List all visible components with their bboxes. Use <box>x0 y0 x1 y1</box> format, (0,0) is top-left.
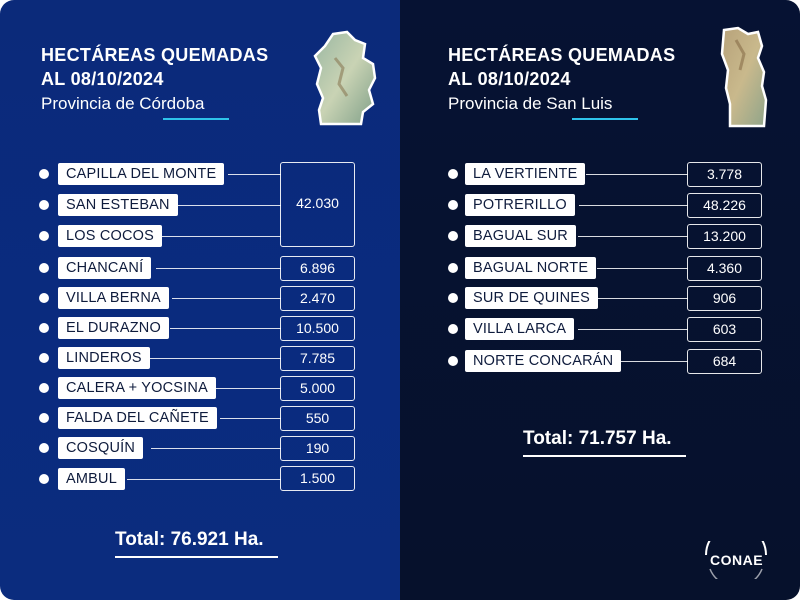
value-box: 48.226 <box>687 193 762 218</box>
location-label: VILLA BERNA <box>58 287 169 309</box>
value-box: 13.200 <box>687 224 762 249</box>
location-label: SUR DE QUINES <box>465 287 598 309</box>
location-label: BAGUAL NORTE <box>465 257 596 279</box>
san-luis-map-icon <box>718 24 774 130</box>
location-label: CHANCANÍ <box>58 257 151 279</box>
connector-line <box>151 448 281 449</box>
connector-line <box>598 298 688 299</box>
location-label: EL DURAZNO <box>58 317 169 339</box>
connector-line <box>159 236 281 237</box>
bullet-dot <box>448 324 458 334</box>
location-label: POTRERILLO <box>465 194 575 216</box>
value-box: 6.896 <box>280 256 355 281</box>
san-luis-title-line2: AL 08/10/2024 <box>448 69 571 89</box>
bullet-dot <box>39 474 49 484</box>
cordoba-title-line1: HECTÁREAS QUEMADAS <box>41 45 269 65</box>
bullet-dot <box>39 443 49 453</box>
value-box: 4.360 <box>687 256 762 281</box>
cordoba-title-line2: AL 08/10/2024 <box>41 69 164 89</box>
connector-line <box>170 328 281 329</box>
connector-line <box>578 329 688 330</box>
bullet-dot <box>448 231 458 241</box>
connector-line <box>620 361 688 362</box>
san-luis-subtitle-underline <box>572 118 638 120</box>
value-box: 603 <box>687 317 762 342</box>
value-box: 550 <box>280 406 355 431</box>
value-box: 190 <box>280 436 355 461</box>
bullet-dot <box>39 383 49 393</box>
connector-line <box>150 358 281 359</box>
cordoba-title <box>41 43 268 91</box>
bullet-dot <box>39 263 49 273</box>
location-label: FALDA DEL CAÑETE <box>58 407 217 429</box>
location-label: AMBUL <box>58 468 125 490</box>
bullet-dot <box>448 293 458 303</box>
connector-line <box>172 298 281 299</box>
cordoba-subtitle-underline <box>163 118 229 120</box>
connector-line <box>127 479 281 480</box>
connector-line <box>156 268 281 269</box>
value-box: 906 <box>687 286 762 311</box>
location-label: CALERA + YOCSINA <box>58 377 216 399</box>
connector-line <box>586 174 688 175</box>
bullet-dot <box>448 200 458 210</box>
value-box: 7.785 <box>280 346 355 371</box>
location-label: SAN ESTEBAN <box>58 194 178 216</box>
connector-line <box>579 205 688 206</box>
connector-line <box>220 418 281 419</box>
value-box: 3.778 <box>687 162 762 187</box>
cordoba-total-underline <box>115 556 278 558</box>
bullet-dot <box>39 293 49 303</box>
bullet-dot <box>448 169 458 179</box>
location-label: BAGUAL SUR <box>465 225 576 247</box>
value-box: 10.500 <box>280 316 355 341</box>
connector-line <box>228 174 281 175</box>
bullet-dot <box>39 413 49 423</box>
value-box: 684 <box>687 349 762 374</box>
conae-logo-text: CONAE <box>710 552 764 568</box>
value-box: 5.000 <box>280 376 355 401</box>
cordoba-map-icon <box>303 28 383 128</box>
value-box: 1.500 <box>280 466 355 491</box>
bullet-dot <box>448 356 458 366</box>
location-label: COSQUÍN <box>58 437 143 459</box>
location-label: NORTE CONCARÁN <box>465 350 621 372</box>
san-luis-title-line1: HECTÁREAS QUEMADAS <box>448 45 676 65</box>
location-label: VILLA LARCA <box>465 318 574 340</box>
san-luis-total: Total: 71.757 Ha. <box>523 428 672 449</box>
san-luis-title <box>448 43 675 91</box>
bullet-dot <box>39 353 49 363</box>
san-luis-total-underline <box>523 455 686 457</box>
value-box: 2.470 <box>280 286 355 311</box>
connector-line <box>597 268 688 269</box>
bullet-dot <box>39 169 49 179</box>
location-label: LINDEROS <box>58 347 150 369</box>
location-label: CAPILLA DEL MONTE <box>58 163 224 185</box>
connector-line <box>175 205 281 206</box>
grouped-value-box: 42.030 <box>280 162 355 247</box>
bullet-dot <box>39 323 49 333</box>
bullet-dot <box>39 200 49 210</box>
cordoba-total: Total: 76.921 Ha. <box>115 529 264 550</box>
bullet-dot <box>39 231 49 241</box>
location-label: LA VERTIENTE <box>465 163 585 185</box>
bullet-dot <box>448 263 458 273</box>
location-label: LOS COCOS <box>58 225 162 247</box>
connector-line <box>578 236 688 237</box>
cordoba-subtitle: Provincia de Córdoba <box>41 94 205 113</box>
san-luis-panel <box>400 0 800 600</box>
san-luis-subtitle: Provincia de San Luis <box>448 94 613 113</box>
connector-line <box>214 388 281 389</box>
